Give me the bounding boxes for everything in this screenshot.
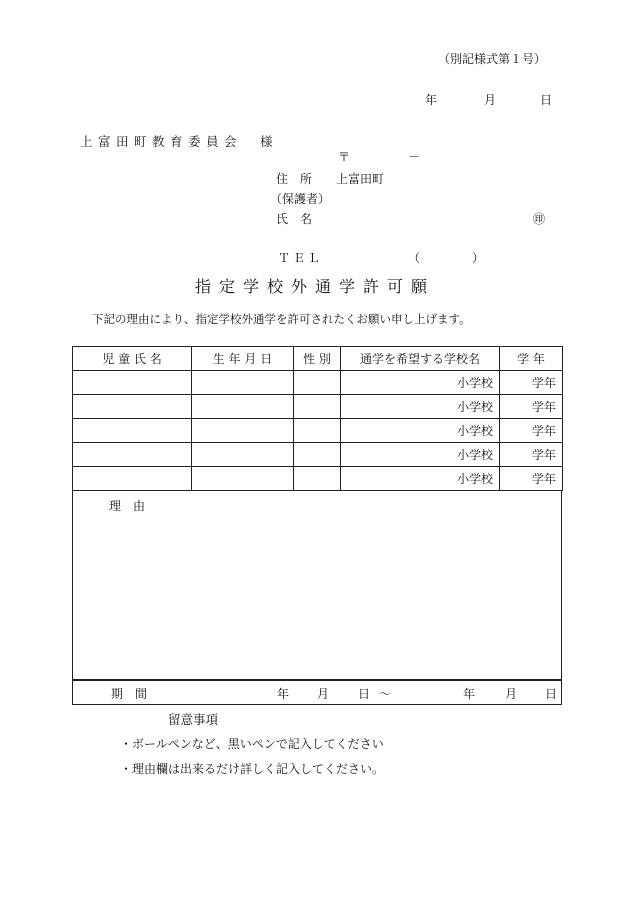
tel-open-paren: （ [408,251,421,265]
birth-date-cell[interactable] [192,419,294,443]
note-item: ・理由欄は出来るだけ詳しく記入してください。 [120,762,385,776]
note-item: ・ボールペンなど、黒いペンで記入してください [120,737,384,751]
gender-cell[interactable] [294,443,341,467]
period-label: 期 間 [111,687,148,701]
notes-title: 留意事項 [168,712,219,727]
postal-dash: － [408,150,421,164]
table-header-row [73,347,563,371]
grade-cell[interactable]: 学年 [500,419,563,443]
student-name-cell[interactable] [73,419,192,443]
tel-label: ＴＥＬ [278,251,324,265]
table-row [73,419,563,443]
postal-mark: 〒 [338,150,351,164]
school-cell[interactable]: 小学校 [341,371,500,395]
reason-label: 理 由 [109,499,146,513]
birth-date-cell[interactable] [192,467,294,491]
school-cell[interactable]: 小学校 [341,419,500,443]
address-value: 上富田町 [336,172,385,186]
period-end-day: 日 [545,687,558,701]
form-number: （別記様式第１号） [437,52,546,66]
header-student-name: 児 童 氏 名 [73,347,192,371]
school-cell[interactable]: 小学校 [341,395,500,419]
address-label: 住 所 [276,172,313,186]
birth-date-cell[interactable] [192,371,294,395]
date-month-label: 月 [484,93,497,107]
grade-cell[interactable]: 学年 [500,467,563,491]
school-cell[interactable]: 小学校 [341,443,500,467]
period-end-year: 年 [463,687,476,701]
date-day-label: 日 [540,93,553,107]
table-row [73,467,563,491]
form-title: 指定学校外通学許可願 [194,277,435,296]
guardian-label: （保護者） [270,192,331,206]
student-name-cell[interactable] [73,371,192,395]
period-start-month: 月 [317,687,330,701]
seal-mark: ㊞ [533,212,546,226]
reason-box[interactable] [72,491,562,680]
header-grade: 学 年 [500,347,563,371]
student-name-cell[interactable] [73,395,192,419]
school-cell[interactable]: 小学校 [341,467,500,491]
birth-date-cell[interactable] [192,395,294,419]
grade-cell[interactable]: 学年 [500,371,563,395]
period-start-day: 日 [358,687,371,701]
student-name-cell[interactable] [73,467,192,491]
table-row [73,371,563,395]
birth-date-cell[interactable] [192,443,294,467]
period-end-month: 月 [505,687,518,701]
header-school: 通学を希望する学校名 [341,347,500,371]
header-birth-date: 生 年 月 日 [192,347,294,371]
student-table [72,346,563,491]
grade-cell[interactable]: 学年 [500,443,563,467]
date-year-label: 年 [425,93,438,107]
period-tilde: ～ [379,687,392,701]
grade-cell[interactable]: 学年 [500,395,563,419]
gender-cell[interactable] [294,371,341,395]
gender-cell[interactable] [294,395,341,419]
gender-cell[interactable] [294,419,341,443]
gender-cell[interactable] [294,467,341,491]
name-label: 氏 名 [276,212,313,226]
period-start-year: 年 [277,687,290,701]
header-gender: 性 別 [294,347,341,371]
student-name-cell[interactable] [73,443,192,467]
tel-close-paren: ） [472,251,485,265]
intro-text: 下記の理由により、指定学校外通学を許可されたくお願い申し上げます。 [92,312,471,326]
period-box [72,680,562,705]
table-row [73,443,563,467]
table-row [73,395,563,419]
addressee: 上富田町教育委員会 様 [80,134,279,149]
